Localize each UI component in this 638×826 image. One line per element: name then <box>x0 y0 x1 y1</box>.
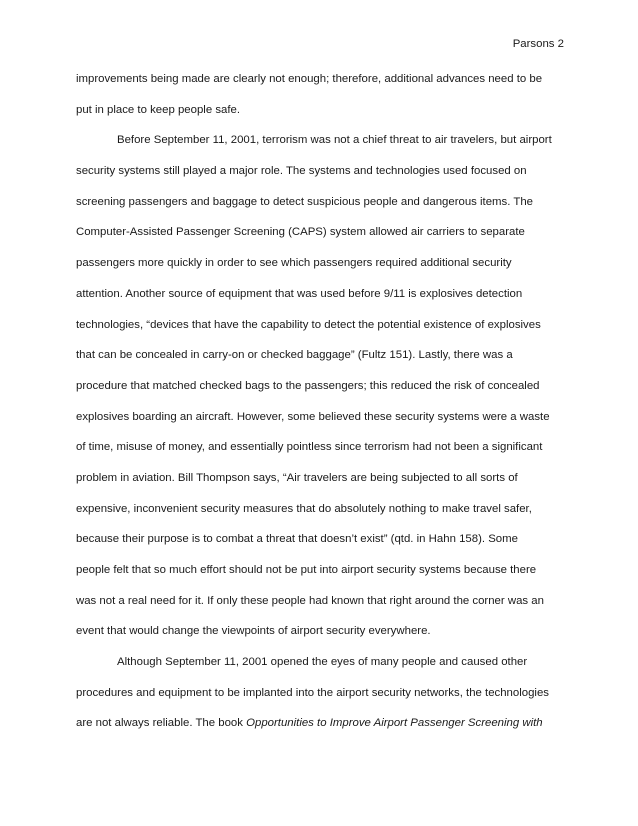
book-title: Opportunities to Improve Airport Passenger Screening with <box>246 717 543 730</box>
text-line: was not a real need for it. If only these people had known that right around the corner was an <box>76 594 544 607</box>
text-line: improvements being made are clearly not enough; therefore, additional advances need to be <box>76 73 543 85</box>
text-line: that can be concealed in carry-on or checked baggage” (Fultz 151). Lastly, there was a <box>76 349 513 362</box>
text-line: security systems still played a major role. The systems and technologies used focused on <box>76 165 527 178</box>
text-line: of time, misuse of money, and essentially pointless since terrorism had not been a significant <box>76 441 543 454</box>
text-line: put in place to keep people safe. <box>76 103 241 116</box>
text-line: expensive, inconvenient security measures that do absolutely nothing to make travel safer, <box>76 502 532 515</box>
text-line: Computer-Assisted Passenger Screening (CAPS) system allowed air carriers to separate <box>76 226 525 239</box>
text-line: procedures and equipment to be implanted into the airport security networks, the technologies <box>76 686 549 699</box>
text-line: screening passengers and baggage to detect suspicious people and dangerous items. The <box>76 195 533 208</box>
text-fragment: are not always reliable. The book <box>76 717 247 730</box>
body-text <box>76 72 568 747</box>
text-line: technologies, “devices that have the capability to detect the potential existence of explosives <box>76 318 541 331</box>
text-line: procedure that matched checked bags to the passengers; this reduced the risk of concealed <box>76 379 540 392</box>
text-line <box>76 716 568 747</box>
running-head: Parsons 2 <box>512 38 564 50</box>
paragraph-start-line: Although September 11, 2001 opened the eyes of many people and caused other <box>117 656 528 669</box>
text-line: passengers more quickly in order to see which passengers required additional security <box>76 257 512 270</box>
paragraph-start-line: Before September 11, 2001, terrorism was not a chief threat to air travelers, but airport <box>117 134 552 147</box>
text-line: people felt that so much effort should not be put into airport security systems because there <box>76 564 537 576</box>
text-line: attention. Another source of equipment that was used before 9/11 is explosives detection <box>76 287 523 300</box>
text-line: problem in aviation. Bill Thompson says, “Air travelers are being subjected to all sorts of <box>76 471 518 484</box>
text-line: event that would change the viewpoints of airport security everywhere. <box>76 625 431 638</box>
text-line: because their purpose is to combat a threat that doesn’t exist” (qtd. in Hahn 158). Some <box>76 533 518 546</box>
text-line: explosives boarding an aircraft. However, some believed these security systems were a waste <box>76 410 550 423</box>
